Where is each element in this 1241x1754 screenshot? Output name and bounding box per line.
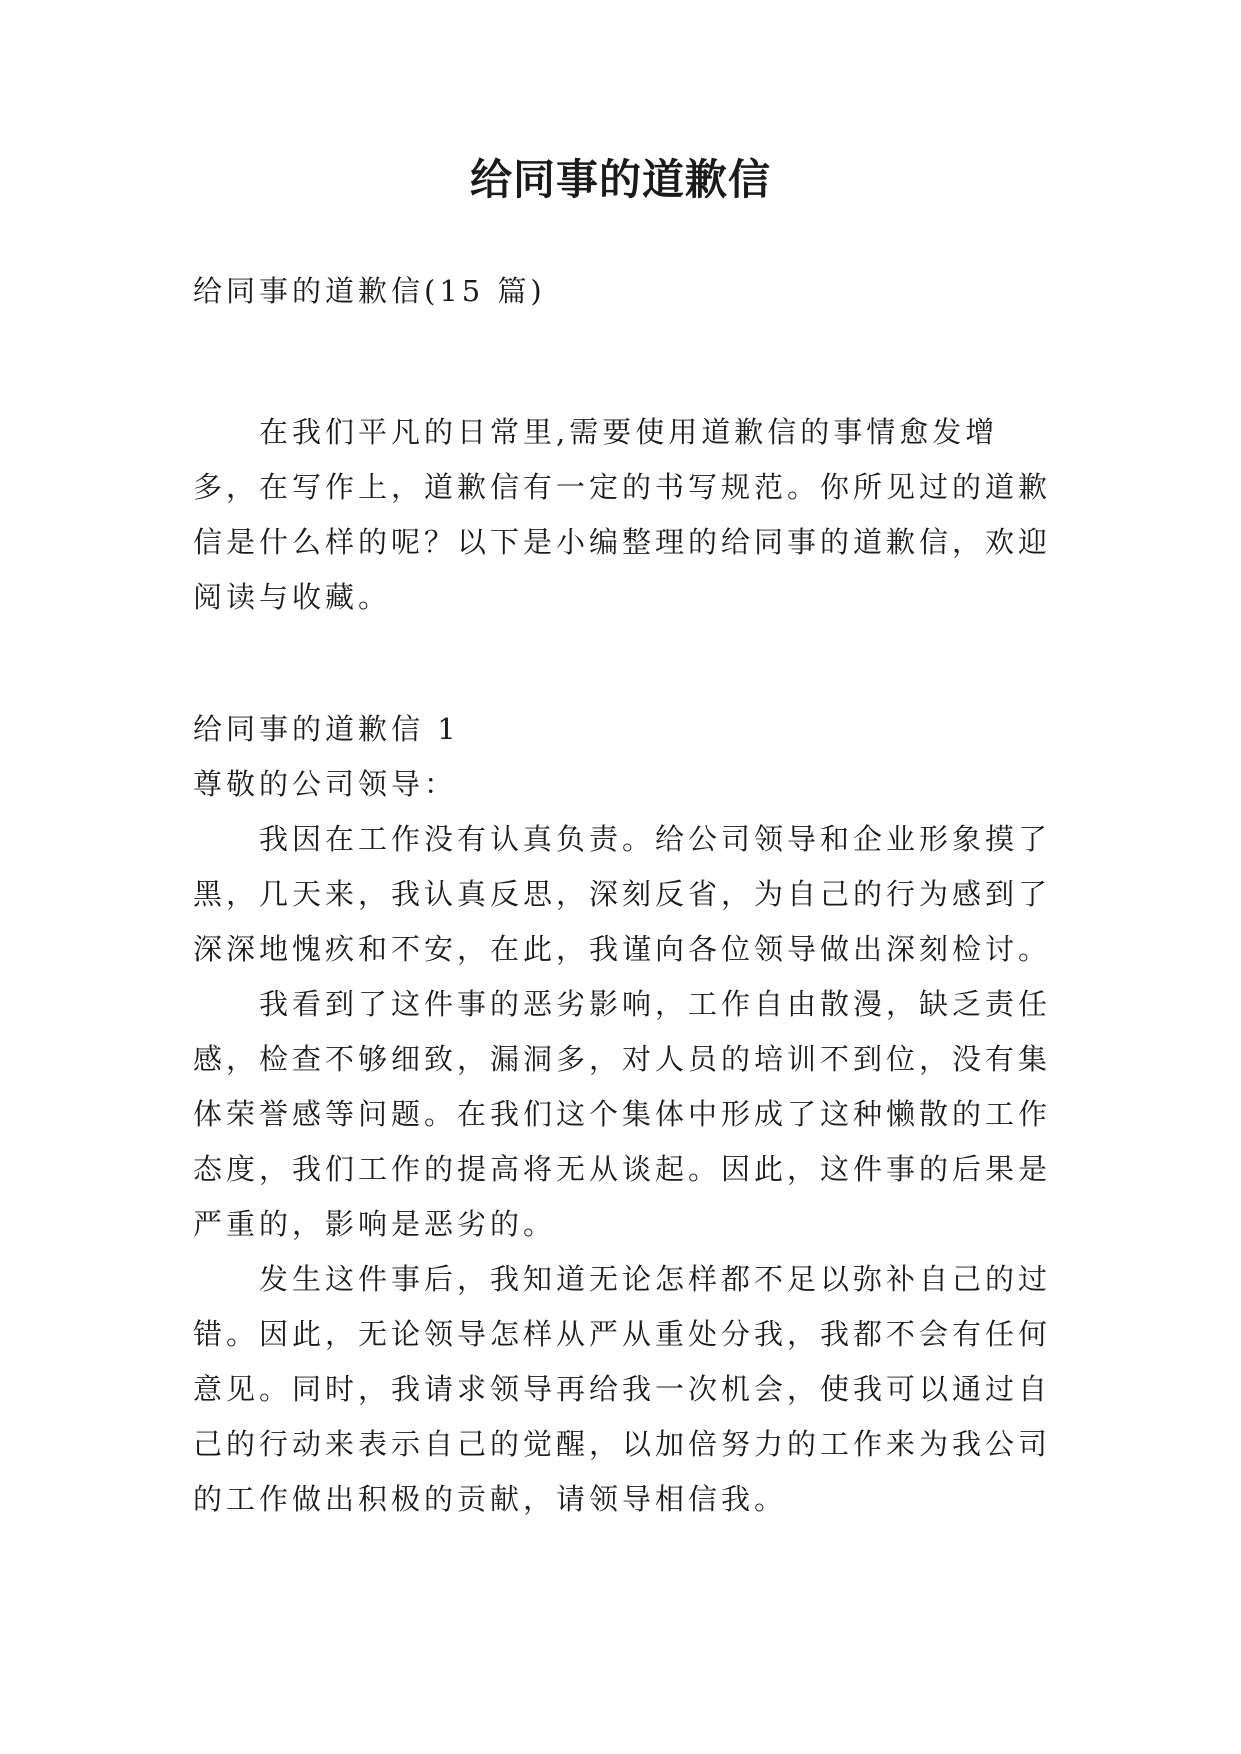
document-title: 给同事的道歉信	[469, 155, 771, 204]
section-heading: 给同事的道歉信 1	[193, 712, 460, 746]
body-paragraph: 我因在工作没有认真负责。给公司领导和企业形象摸了黑，几天来，我认真反思，深刻反省，为自己的行为感到了深深地愧疚和不安，在此，我谨向各位领导做出深刻检讨。	[193, 822, 1052, 966]
body-paragraph: 我看到了这件事的恶劣影响，工作自由散漫，缺乏责任感，检查不够细致，漏洞多，对人员的培训不到位，没有集体荣誉感等问题。在我们这个集体中形成了这种懒散的工作态度，我们工作的提高将无从谈起。因此，这件事的后果是严重的，影响是恶劣的。	[193, 987, 1052, 1241]
intro-paragraph: 在我们平凡的日常里,需要使用道歉信的事情愈发增多，在写作上，道歉信有一定的书写规范。你所见过的道歉信是什么样的呢？以下是小编整理的给同事的道歉信，欢迎阅读与收藏。	[193, 415, 1052, 614]
salutation: 尊敬的公司领导：	[193, 767, 458, 801]
document-subtitle: 给同事的道歉信(15 篇)	[193, 274, 546, 308]
body-paragraph: 发生这件事后，我知道无论怎样都不足以弥补自己的过错。因此，无论领导怎样从严从重处分我，我都不会有任何意见。同时，我请求领导再给我一次机会，使我可以通过自己的行动来表示自己的觉醒，以加倍努力的工作来为我公司的工作做出积极的贡献，请领导相信我。	[193, 1262, 1052, 1516]
